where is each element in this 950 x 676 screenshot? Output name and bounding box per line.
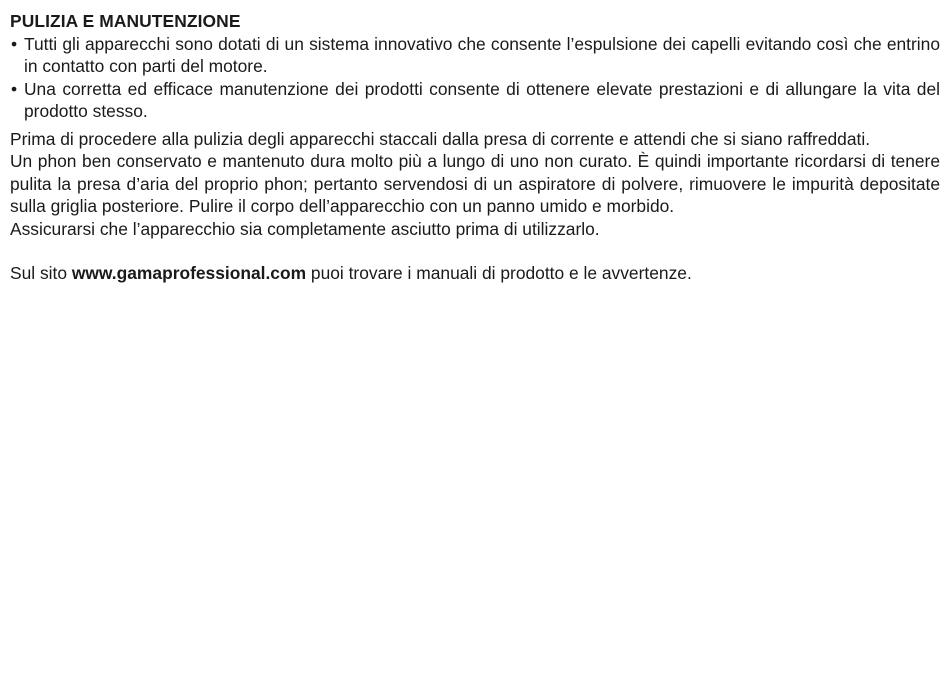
footer-prefix: Sul sito xyxy=(10,263,72,283)
paragraph-unplug: Prima di procedere alla pulizia degli apparecchi staccali dalla presa di corrente e attendi che si siano raffreddati. xyxy=(10,128,871,149)
spacer xyxy=(10,240,940,262)
footer-suffix: puoi trovare i manuali di prodotto e le avvertenze. xyxy=(306,263,692,283)
bullet-text: Una corretta ed efficace manutenzione dei prodotti consente di ottenere elevate prestazioni e di allungare la vita del prodotto stesso. xyxy=(24,78,940,121)
paragraph-maintenance: Un phon ben conservato e mantenuto dura molto più a lungo di uno non curato. È quindi importante ricordarsi di tenere pulita la presa d’aria del proprio phon; pertanto servendosi di un aspiratore di polvere, rimuovere le impurità depositate sulla griglia posteriore. Pulire il corpo dell’apparecchio con un panno umido e morbido. xyxy=(10,151,940,216)
section-title: PULIZIA E MANUTENZIONE xyxy=(10,11,241,31)
bullet-marker: • xyxy=(11,33,18,54)
bullet-text: Tutti gli apparecchi sono dotati di un sistema innovativo che consente l’espulsione dei capelli evitando così che entrino in contatto con parti del motore. xyxy=(24,33,940,76)
bullet-marker: • xyxy=(11,78,18,99)
bullet-item xyxy=(10,78,940,123)
bullet-list xyxy=(10,33,940,123)
bullet-item xyxy=(10,33,940,78)
document-page xyxy=(10,10,940,285)
paragraph-dry: Assicurarsi che l’apparecchio sia completamente asciutto prima di utilizzarlo. xyxy=(10,218,600,239)
website-link[interactable]: www.gamaprofessional.com xyxy=(71,263,307,283)
footer-line xyxy=(10,262,940,285)
